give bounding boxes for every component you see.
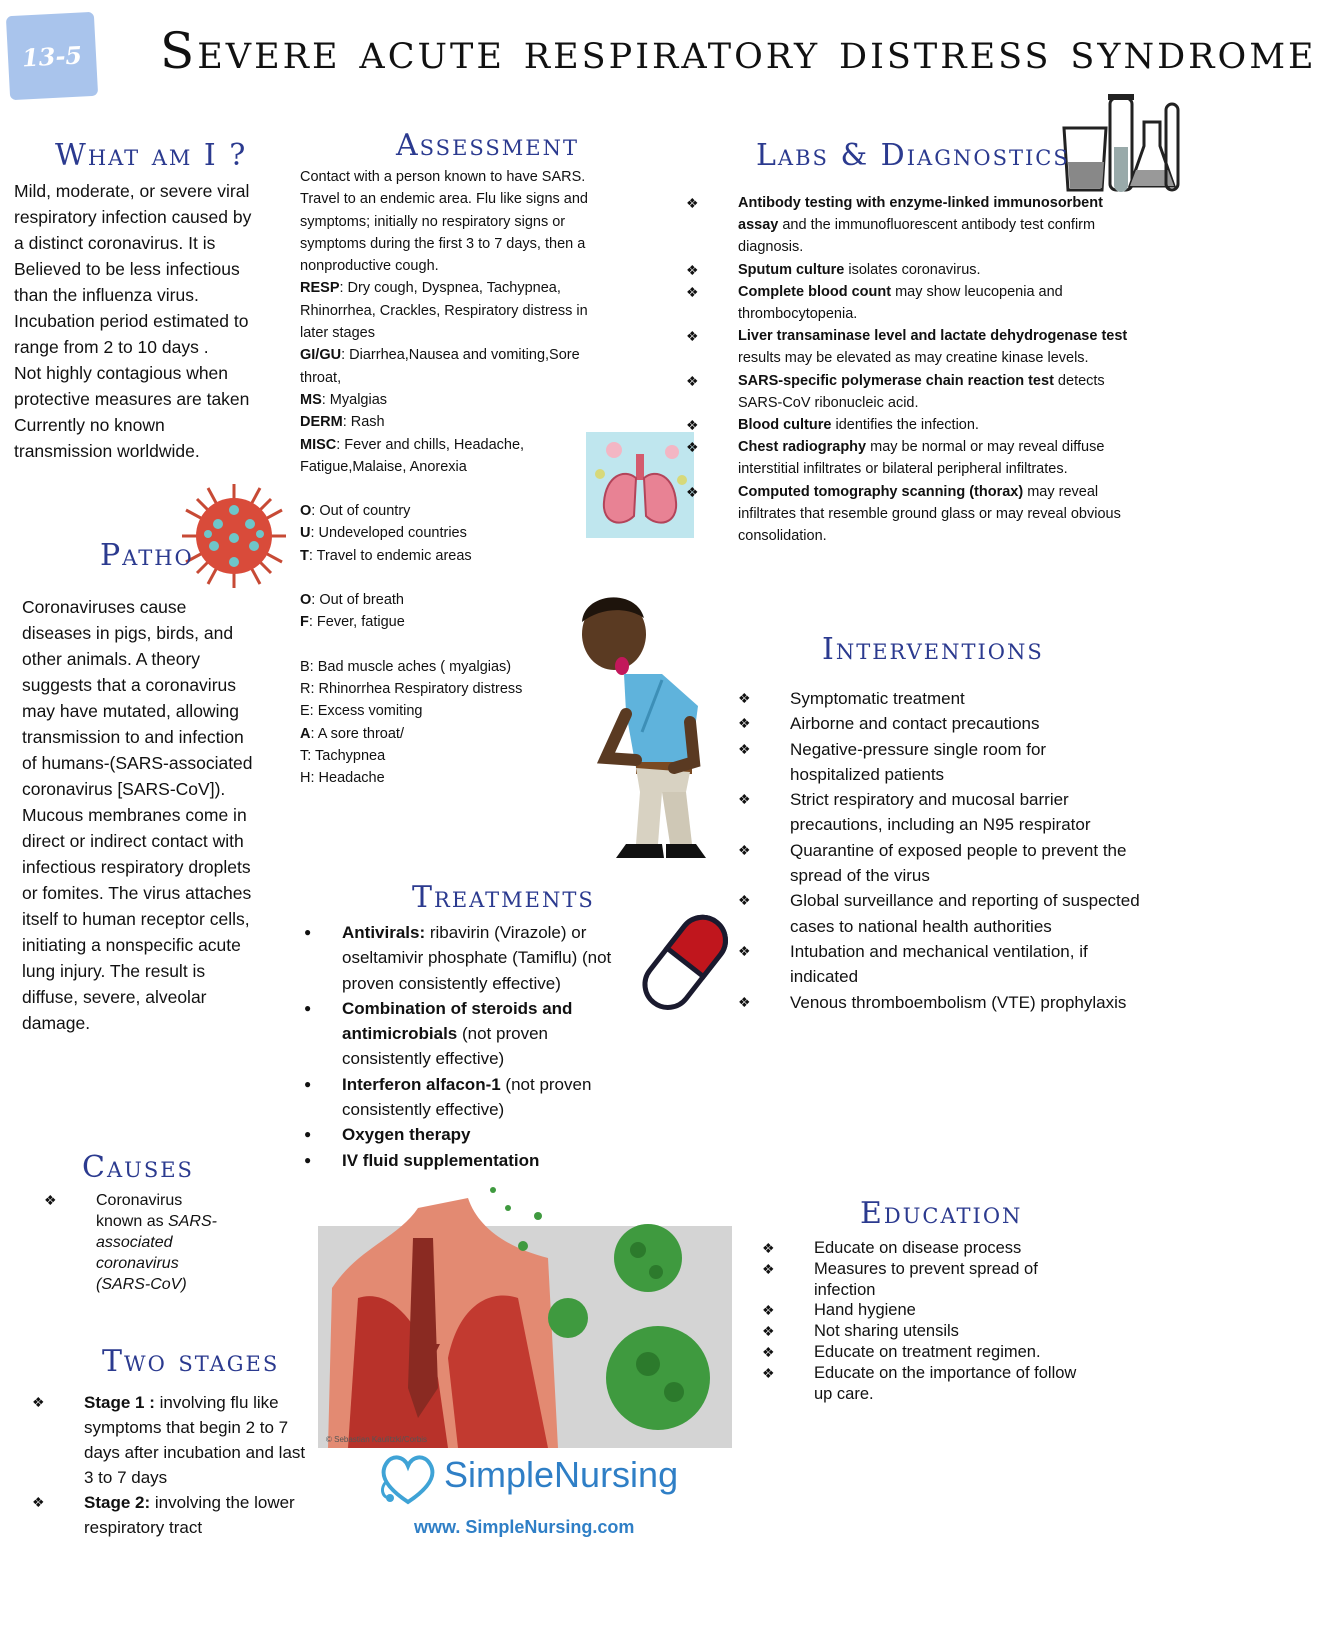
section-tag-text: 13-5 <box>21 39 83 73</box>
mnemonic-text: : Tachypnea <box>307 747 386 764</box>
stage-label: Stage 1 : <box>84 1393 155 1412</box>
mnemonic-text: : Travel to endemic areas <box>308 547 472 564</box>
treatment-item <box>296 1122 638 1147</box>
mnemonic-letter: T <box>300 547 309 564</box>
stage-item <box>24 1490 310 1540</box>
system-text: : Myalgias <box>321 391 388 408</box>
system-text: : Diarrhea,Nausea and vomiting,Sore throat, <box>300 347 580 386</box>
stages-list <box>24 1390 310 1540</box>
lab-text: may show leucopenia and thrombocytopenia. <box>738 283 1063 323</box>
lab-item <box>678 281 1128 325</box>
labs-list <box>678 192 1128 547</box>
treatment-item <box>296 920 638 996</box>
lab-label: Computed tomography scanning (thorax) <box>738 483 1024 500</box>
what-am-i-text-2: Not highly contagious when protective measures are taken Currently no known transmission worldwide. <box>14 363 250 461</box>
patho-body: Coronaviruses cause diseases in pigs, birds, and other animals. A theory suggests that a coronavirus may have mutated, allowing transmission to and infection of humans-(SARS-associated coronavirus [SARS-CoV]). Mucous membranes come in direct or indirect contact with infectious respiratory droplets or fomites. The virus attaches itself to human receptor cells, initiating a nonspecific acute lung injury. The result is diffuse, severe, alveolar damage. <box>22 597 253 1033</box>
lab-item <box>678 481 1128 548</box>
treatment-label: Interferon alfacon-1 <box>342 1074 501 1094</box>
mnemonic-letter: O <box>300 592 312 609</box>
education-item: ❖ Educate on disease process <box>754 1238 1084 1259</box>
stage-item <box>24 1390 310 1490</box>
sick-person-illustration <box>566 582 716 862</box>
lab-label: Chest radiography <box>738 439 867 456</box>
lab-item <box>678 192 1128 259</box>
page-title: Severe acute respiratory distress syndrome <box>160 22 1317 80</box>
intervention-item: ❖ Strict respiratory and mucosal barrier precautions, including an N95 respirator <box>730 787 1140 838</box>
lab-text: may be normal or may reveal diffuse interstitial infiltrates or bilateral peripheral infiltrates. <box>738 439 1105 478</box>
lab-item <box>678 259 1128 281</box>
lab-label: Liver transaminase level and lactate dehydrogenase test <box>738 328 1128 345</box>
mnemonic-letter: E <box>300 703 310 720</box>
assessment-system <box>300 344 618 389</box>
interventions-heading: Interventions <box>822 632 1044 667</box>
treatments-list <box>296 920 638 1173</box>
footer-url[interactable]: www. SimpleNursing.com <box>414 1517 635 1537</box>
assessment-system <box>300 277 618 344</box>
mnemonic-text: : Headache <box>310 770 385 787</box>
treatment-item <box>296 1148 638 1173</box>
virus-icon <box>178 480 290 592</box>
causes-list <box>36 1190 226 1295</box>
treatment-item <box>296 1072 638 1123</box>
treatment-item <box>296 996 638 1072</box>
education-heading: Education <box>860 1196 1023 1231</box>
treatments-heading: Treatments <box>412 880 595 915</box>
system-label: GI/GU <box>300 347 342 364</box>
education-item: ❖ Educate on the importance of follow up care. <box>754 1363 1084 1405</box>
image-credit: © Sebastian Kaulitzki/Corbis <box>326 1435 428 1444</box>
treatment-label: Combination of steroids and antimicrobials <box>342 998 573 1044</box>
brand-name-second: Nursing <box>554 1454 679 1495</box>
intervention-item: ❖ Airborne and contact precautions <box>730 711 1140 736</box>
two-stages-heading: Two stages <box>102 1344 280 1379</box>
mnemonic-letter: F <box>300 614 309 631</box>
causes-item <box>36 1190 226 1295</box>
system-label: RESP <box>300 280 340 297</box>
lab-item <box>678 436 1128 480</box>
education-item: ❖ Not sharing utensils <box>754 1321 1084 1342</box>
system-label: MS <box>300 391 322 408</box>
section-tag <box>6 12 98 100</box>
brand-name <box>444 1454 678 1496</box>
lab-text: may reveal infiltrates that resemble ground glass or may reveal obvious consolidation. <box>738 483 1121 545</box>
causes-item-text: Coronavirus known as <box>96 1192 183 1230</box>
assessment-heading: Assessment <box>396 128 580 163</box>
mnemonic-letter: U <box>300 525 311 542</box>
lab-label: Antibody testing with enzyme-linked immunosorbent assay <box>738 195 1103 234</box>
chest-virus-illustration <box>318 1178 732 1448</box>
what-am-i-text: Mild, moderate, or severe viral respiratory infection caused by a distinct coronavirus. It is Believed to be less infectious than the influenza virus. Incubation period estimated to range from 2 to 10 days . <box>14 181 252 357</box>
mnemonic-letter: A <box>300 725 311 742</box>
stethoscope-heart-logo <box>376 1452 440 1508</box>
system-text: : Dry cough, Dyspnea, Tachypnea, Rhinorrhea, Crackles, Respiratory distress in later stages <box>300 280 588 342</box>
labs-heading: Labs & Diagnostics <box>756 138 1070 173</box>
mnemonic-letter: H <box>300 770 311 787</box>
lab-item <box>678 370 1128 414</box>
mnemonic-letter: R <box>300 680 311 697</box>
treatment-label: Antivirals: <box>342 923 426 942</box>
lab-text: detects SARS-CoV ribonucleic acid. <box>738 372 1105 411</box>
intervention-item: ❖ Quarantine of exposed people to prevent the spread of the virus <box>730 838 1140 889</box>
system-text: : Rash <box>342 414 385 431</box>
lab-flasks-icon <box>1060 92 1190 197</box>
what-am-i-body <box>14 178 254 464</box>
lab-text: identifies the infection. <box>831 417 979 434</box>
pill-capsule-icon <box>636 908 736 1018</box>
treatment-label: IV fluid supplementation <box>342 1150 540 1170</box>
interventions-list <box>730 686 1140 1015</box>
mnemonic-letter: O <box>300 503 312 520</box>
system-label: DERM <box>300 414 343 431</box>
stage-text: involving flu like symptoms that begin 2 to 7 days after incubation and last 3 to 7 days <box>84 1393 306 1487</box>
intervention-item: ❖ Global surveillance and reporting of suspected cases to national health authorities <box>730 888 1140 939</box>
treatment-label: Oxygen therapy <box>342 1125 471 1145</box>
causes-heading: Causes <box>82 1150 194 1185</box>
assessment-system <box>300 389 540 411</box>
mnemonic-text: : Fever, fatigue <box>308 614 405 631</box>
mnemonic-out <box>300 500 618 567</box>
treatment-text: ribavirin (Virazole) or oseltamivir phosphate (Tamiflu) (not proven consistently effective) <box>342 923 612 993</box>
lab-label: SARS-specific polymerase chain reaction test <box>738 372 1054 389</box>
lab-label: Blood culture <box>738 417 832 434</box>
education-list <box>754 1238 1084 1404</box>
lab-label: Complete blood count <box>738 283 892 300</box>
education-item: ❖ Hand hygiene <box>754 1300 1084 1321</box>
assessment-system <box>300 434 550 479</box>
stage-label: Stage 2: <box>84 1493 151 1512</box>
intervention-item: ❖ Negative-pressure single room for hospitalized patients <box>730 737 1140 788</box>
patho-heading: Patho <box>100 538 194 573</box>
mnemonic-text: : Out of breath <box>311 592 404 609</box>
mnemonic-letter: T <box>300 747 308 764</box>
causes-item-italic: SARS-associated coronavirus (SARS-CoV) <box>96 1213 217 1293</box>
intervention-item: ❖ Intubation and mechanical ventilation, if indicated <box>730 939 1140 990</box>
treatment-text: (not proven consistently effective) <box>342 1074 592 1120</box>
stage-text: involving the lower respiratory tract <box>84 1493 295 1537</box>
treatment-text: (not proven consistently effective) <box>342 1024 548 1069</box>
lab-label: Sputum culture <box>738 261 845 278</box>
education-item: ❖ Educate on treatment regimen. <box>754 1342 1084 1363</box>
intervention-item: ❖ Venous thromboembolism (VTE) prophylaxis <box>730 990 1140 1015</box>
mnemonic-text: : Rhinorrhea Respiratory distress <box>310 680 523 697</box>
what-am-i-heading: What am I ? <box>55 138 248 173</box>
brand-name-first: Simple <box>444 1454 555 1495</box>
mnemonic-text: : A sore throat/ <box>310 725 404 742</box>
lab-text: and the immunofluorescent antibody test confirm diagnosis. <box>738 217 1096 256</box>
lab-text: results may be elevated as may creatine kinase levels. <box>738 350 1089 367</box>
mnemonic-text: : Undeveloped countries <box>310 525 467 542</box>
mnemonic-text: : Bad muscle aches ( myalgias) <box>309 658 512 675</box>
system-label: MISC <box>300 436 337 453</box>
mnemonic-letter: B <box>300 658 310 675</box>
assessment-intro: Contact with a person known to have SARS. Travel to an endemic area. Flu like signs and symptoms; initially no respiratory signs or symptoms during the first 3 to 7 days, then a nonproductive cough. <box>300 169 588 275</box>
intervention-item: ❖ Symptomatic treatment <box>730 686 1140 711</box>
mnemonic-text: : Out of country <box>311 503 411 520</box>
assessment-system <box>300 411 540 433</box>
lab-item <box>678 414 1128 436</box>
system-text: : Fever and chills, Headache, Fatigue,Malaise, Anorexia <box>300 436 525 475</box>
mnemonic-text: : Excess vomiting <box>309 703 423 720</box>
lab-item <box>678 325 1128 369</box>
lab-text: isolates coronavirus. <box>844 261 981 278</box>
education-item: ❖ Measures to prevent spread of infection <box>754 1259 1084 1301</box>
